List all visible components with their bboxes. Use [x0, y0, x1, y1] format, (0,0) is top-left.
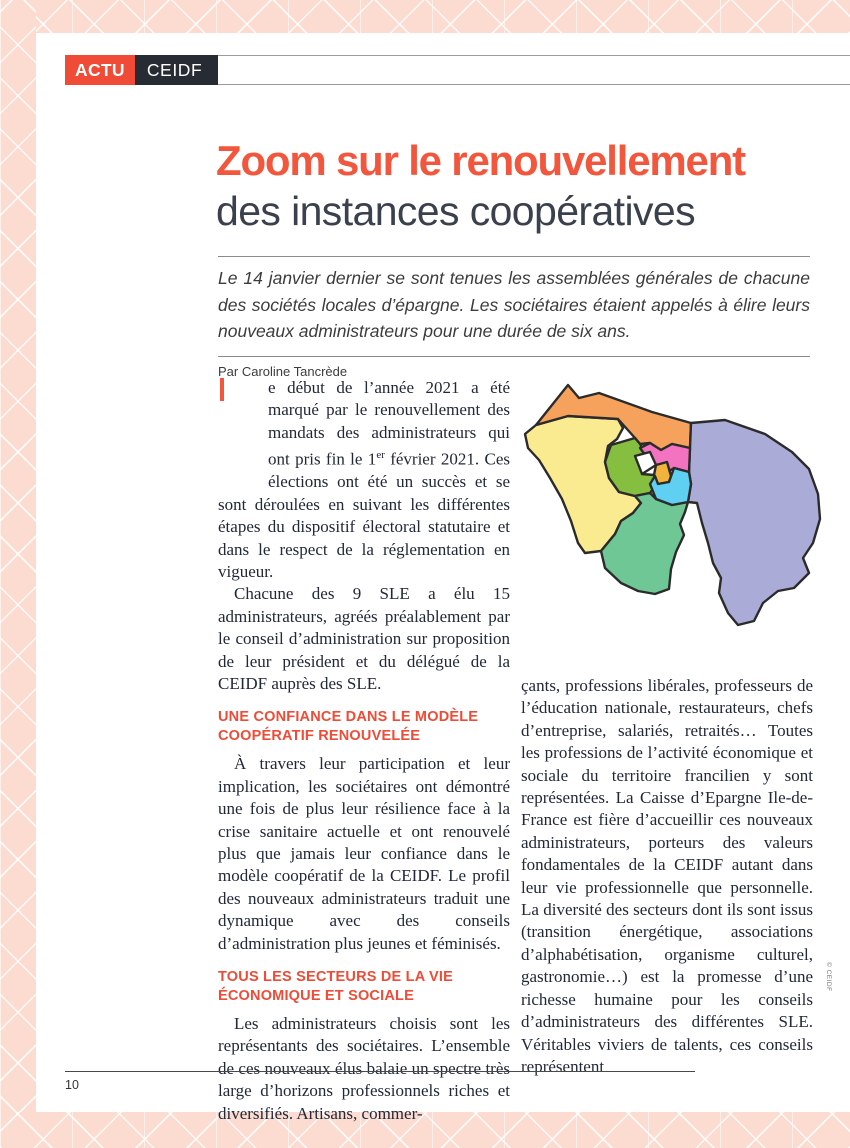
paragraph-1-text: e début de l’année 2021 a été marqué par le renouvellement des mandats des administrateurs qui ont pris fin le 1: [268, 378, 510, 469]
article-title-line2: des instances coopératives: [216, 188, 695, 234]
body-column-right: [521, 675, 813, 1078]
standfirst-box: [218, 256, 810, 357]
paragraph-2: Chacune des 9 SLE a élu 15 administrateurs, agréés préalablement par le conseil d’administration sur proposition de leur président et du délégué de la CEIDF auprès des SLE.: [218, 584, 510, 693]
ile-de-france-map-illustration: [522, 372, 830, 637]
byline: Par Caroline Tancrède: [218, 363, 348, 379]
paragraph-1-text-end: février 2021. Ces élections ont été un succès et se sont déroulées en suivant les différentes étapes du dispositif électoral statutaire et dans le respect de la réglementation en vigueur.: [218, 449, 510, 581]
header-rule: [218, 55, 850, 85]
paragraph-3: À travers leur participation et leur implication, les sociétaires ont démontré une fois de plus leur résilience face à la crise sanitaire actuelle et ont renouvelé plus que jamais leur confiance dans le modèle coopératif de la CEIDF. Le profil des nouveaux administrateurs traduit une dynamique avec des conseils d’administration plus jeunes et féminisés.: [218, 754, 510, 953]
dropcap-letter-L: [218, 377, 268, 489]
page-number: 10: [65, 1078, 79, 1092]
section-name: CEIDF: [135, 55, 219, 85]
footer-rule: [65, 1071, 695, 1072]
paragraph-1: [218, 377, 510, 583]
subheading-1: UNE CONFIANCE DANS LE MODÈLE COOPÉRATIF RENOUVELÉE: [218, 709, 479, 745]
dropcap-bracket-shape: [220, 378, 224, 401]
subheading-2: TOUS LES SECTEURS DE LA VIE ÉCONOMIQUE ET SOCIALE: [218, 969, 454, 1004]
article-title: [216, 136, 836, 237]
map-region-east: [688, 420, 820, 625]
standfirst: [218, 256, 810, 379]
article-title-line1: Zoom sur le renouvellement: [216, 137, 745, 184]
paragraph-4-right: çants, professions libérales, professeurs de l’éducation nationale, restaurateurs, chefs d’entreprise, salariés, retraités… Toutes les professions de l’activité économique et sociale du territoire francilien y sont représentées. La Caisse d’Epargne Ile-de-France est fière d’accueillir ces nouveaux administrateurs, porteurs des valeurs fondamentales de la CEIDF autant dans leur vie professionnelle que personnelle. La diversité des secteurs dont ils sont issus (transition énergétique, associations d’alphabétisation, organisme culturel, gastronomie…) est la promesse d’une richesse humaine pour les conseils d’administrateurs des différentes SLE. Véritables viviers de talents, ces conseils représentent: [521, 676, 813, 1076]
decorative-pattern-left: [0, 0, 36, 1148]
ordinal-superscript: er: [376, 449, 385, 462]
paragraph-4-left: Les administrateurs choisis sont les représentants des sociétaires. L’ensemble de ces nouveaux élus balaie un spectre très large d’horizons professionnels riches et diversifiés. Artisans, commer-: [218, 1014, 510, 1123]
decorative-pattern-top: [0, 0, 850, 33]
standfirst-text: Le 14 janvier dernier se sont tenues les assemblées générales de chacune des sociétés locales d’épargne. Les sociétaires étaient appelés à élire leurs nouveaux administrateurs pour une durée de six ans.: [218, 268, 810, 341]
rubric-tag: ACTU: [65, 55, 135, 85]
photo-credit: © CEIDF: [825, 962, 832, 992]
section-header: [65, 55, 850, 85]
body-column-left: [218, 377, 510, 1125]
